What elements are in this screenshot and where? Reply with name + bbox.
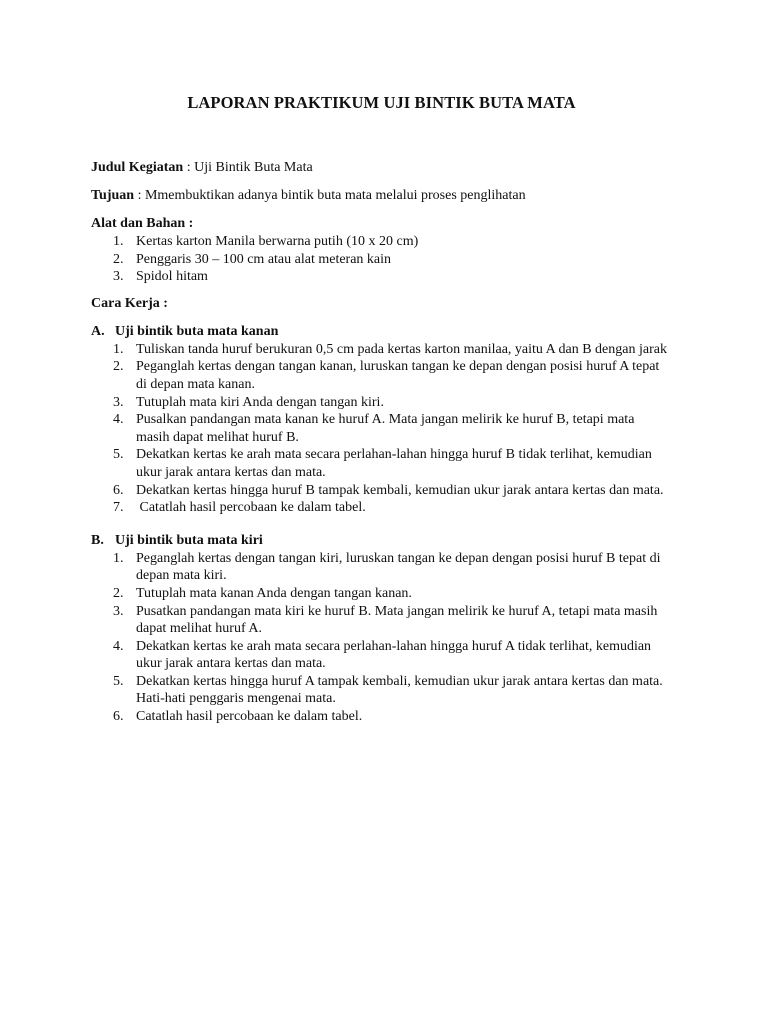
judul-value: Uji Bintik Buta Mata (194, 160, 313, 175)
alat-heading: Alat dan Bahan : (91, 216, 194, 231)
list-number: 4. (113, 638, 124, 654)
list-item (91, 585, 668, 603)
list-number: 3. (113, 269, 124, 285)
list-text: Spidol hitam (136, 269, 208, 285)
section-title: Uji bintik buta mata kanan (115, 323, 279, 339)
tujuan-label: Tujuan (91, 188, 135, 203)
list-text: Peganglah kertas dengan tangan kanan, luruskan tangan ke depan dengan posisi huruf A tepat di depan mata kanan. (136, 359, 660, 392)
list-item (91, 358, 668, 393)
list-text: Pusatkan pandangan mata kiri ke huruf B. Mata jangan melirik ke huruf A, tetapi mata masih dapat melihat huruf A. (136, 603, 658, 637)
list-number: 1. (113, 550, 124, 566)
tujuan-separator: : (134, 188, 145, 203)
section-a-heading (91, 323, 668, 341)
list-number: 7. (113, 500, 124, 516)
list-item (91, 482, 668, 500)
list-text: Kertas karton Manila berwarna putih (10 x 20 cm) (136, 234, 419, 249)
list-item (91, 638, 668, 673)
section-letter: B. (91, 532, 104, 548)
list-number: 3. (113, 603, 124, 619)
list-text: Catatlah hasil percobaan ke dalam tabel. (136, 709, 363, 725)
list-text: Peganglah kertas dengan tangan kiri, luruskan tangan ke depan dengan posisi huruf B tepat di depan mata kiri. (136, 550, 661, 584)
list-item (91, 446, 668, 481)
judul-line (91, 159, 668, 177)
list-number: 1. (113, 341, 124, 357)
list-text: Dekatkan kertas ke arah mata secara perlahan-lahan hingga huruf B tidak terlihat, kemudian ukur jarak antara kertas dan mata. (136, 447, 652, 480)
list-item (91, 268, 668, 286)
list-number: 3. (113, 394, 124, 410)
list-number: 6. (113, 482, 124, 498)
document-title: LAPORAN PRAKTIKUM UJI BINTIK BUTA MATA (187, 93, 576, 112)
section-b-list (91, 550, 668, 726)
list-text: Pusalkan pandangan mata kanan ke huruf A. Mata jangan melirik ke huruf B, tetapi mata masih dapat melihat huruf B. (136, 412, 635, 445)
list-item (91, 603, 668, 638)
section-letter: A. (91, 323, 105, 339)
list-text: Tutuplah mata kiri Anda dengan tangan kiri. (136, 394, 384, 410)
cara-heading: Cara Kerja : (91, 295, 168, 311)
judul-label: Judul Kegiatan (91, 160, 184, 175)
section-b-heading (91, 532, 668, 550)
list-text: Dekatkan kertas hingga huruf A tampak kembali, kemudian ukur jarak antara kertas dan mata. Hati-hati penggaris mengenai mata. (136, 673, 663, 707)
list-number: 2. (113, 251, 124, 267)
judul-separator: : (183, 160, 195, 175)
list-item (91, 394, 668, 412)
list-text: Tuliskan tanda huruf berukuran 0,5 cm pada kertas karton manilaa, yaitu A dan B dengan jarak (136, 341, 667, 357)
list-text: Penggaris 30 – 100 cm atau alat meteran kain (136, 251, 392, 267)
list-number: 5. (113, 447, 124, 463)
section-title: Uji bintik buta mata kiri (115, 532, 263, 548)
list-text: Dekatkan kertas hingga huruf B tampak kembali, kemudian ukur jarak antara kertas dan mata. (136, 482, 664, 498)
list-item (91, 708, 668, 726)
list-item (91, 341, 668, 359)
list-item (91, 411, 668, 446)
list-item (91, 251, 668, 269)
list-item (91, 673, 668, 708)
alat-list (91, 233, 668, 286)
list-text: Catatlah hasil percobaan ke dalam tabel. (136, 500, 366, 516)
list-item (91, 550, 668, 585)
list-item (91, 499, 668, 517)
list-text: Dekatkan kertas ke arah mata secara perlahan-lahan hingga huruf A tidak terlihat, kemudian ukur jarak antara kertas dan mata. (136, 638, 652, 672)
list-number: 6. (113, 709, 124, 725)
list-number: 2. (113, 585, 124, 601)
list-number: 1. (113, 234, 124, 249)
section-a-list (91, 341, 668, 517)
list-number: 2. (113, 359, 124, 375)
list-number: 4. (113, 412, 124, 428)
tujuan-value: Mmembuktikan adanya bintik buta mata melalui proses penglihatan (144, 188, 526, 203)
list-item (91, 233, 668, 251)
tujuan-line (91, 187, 668, 205)
list-text: Tutuplah mata kanan Anda dengan tangan kanan. (136, 585, 412, 601)
list-number: 5. (113, 673, 124, 689)
